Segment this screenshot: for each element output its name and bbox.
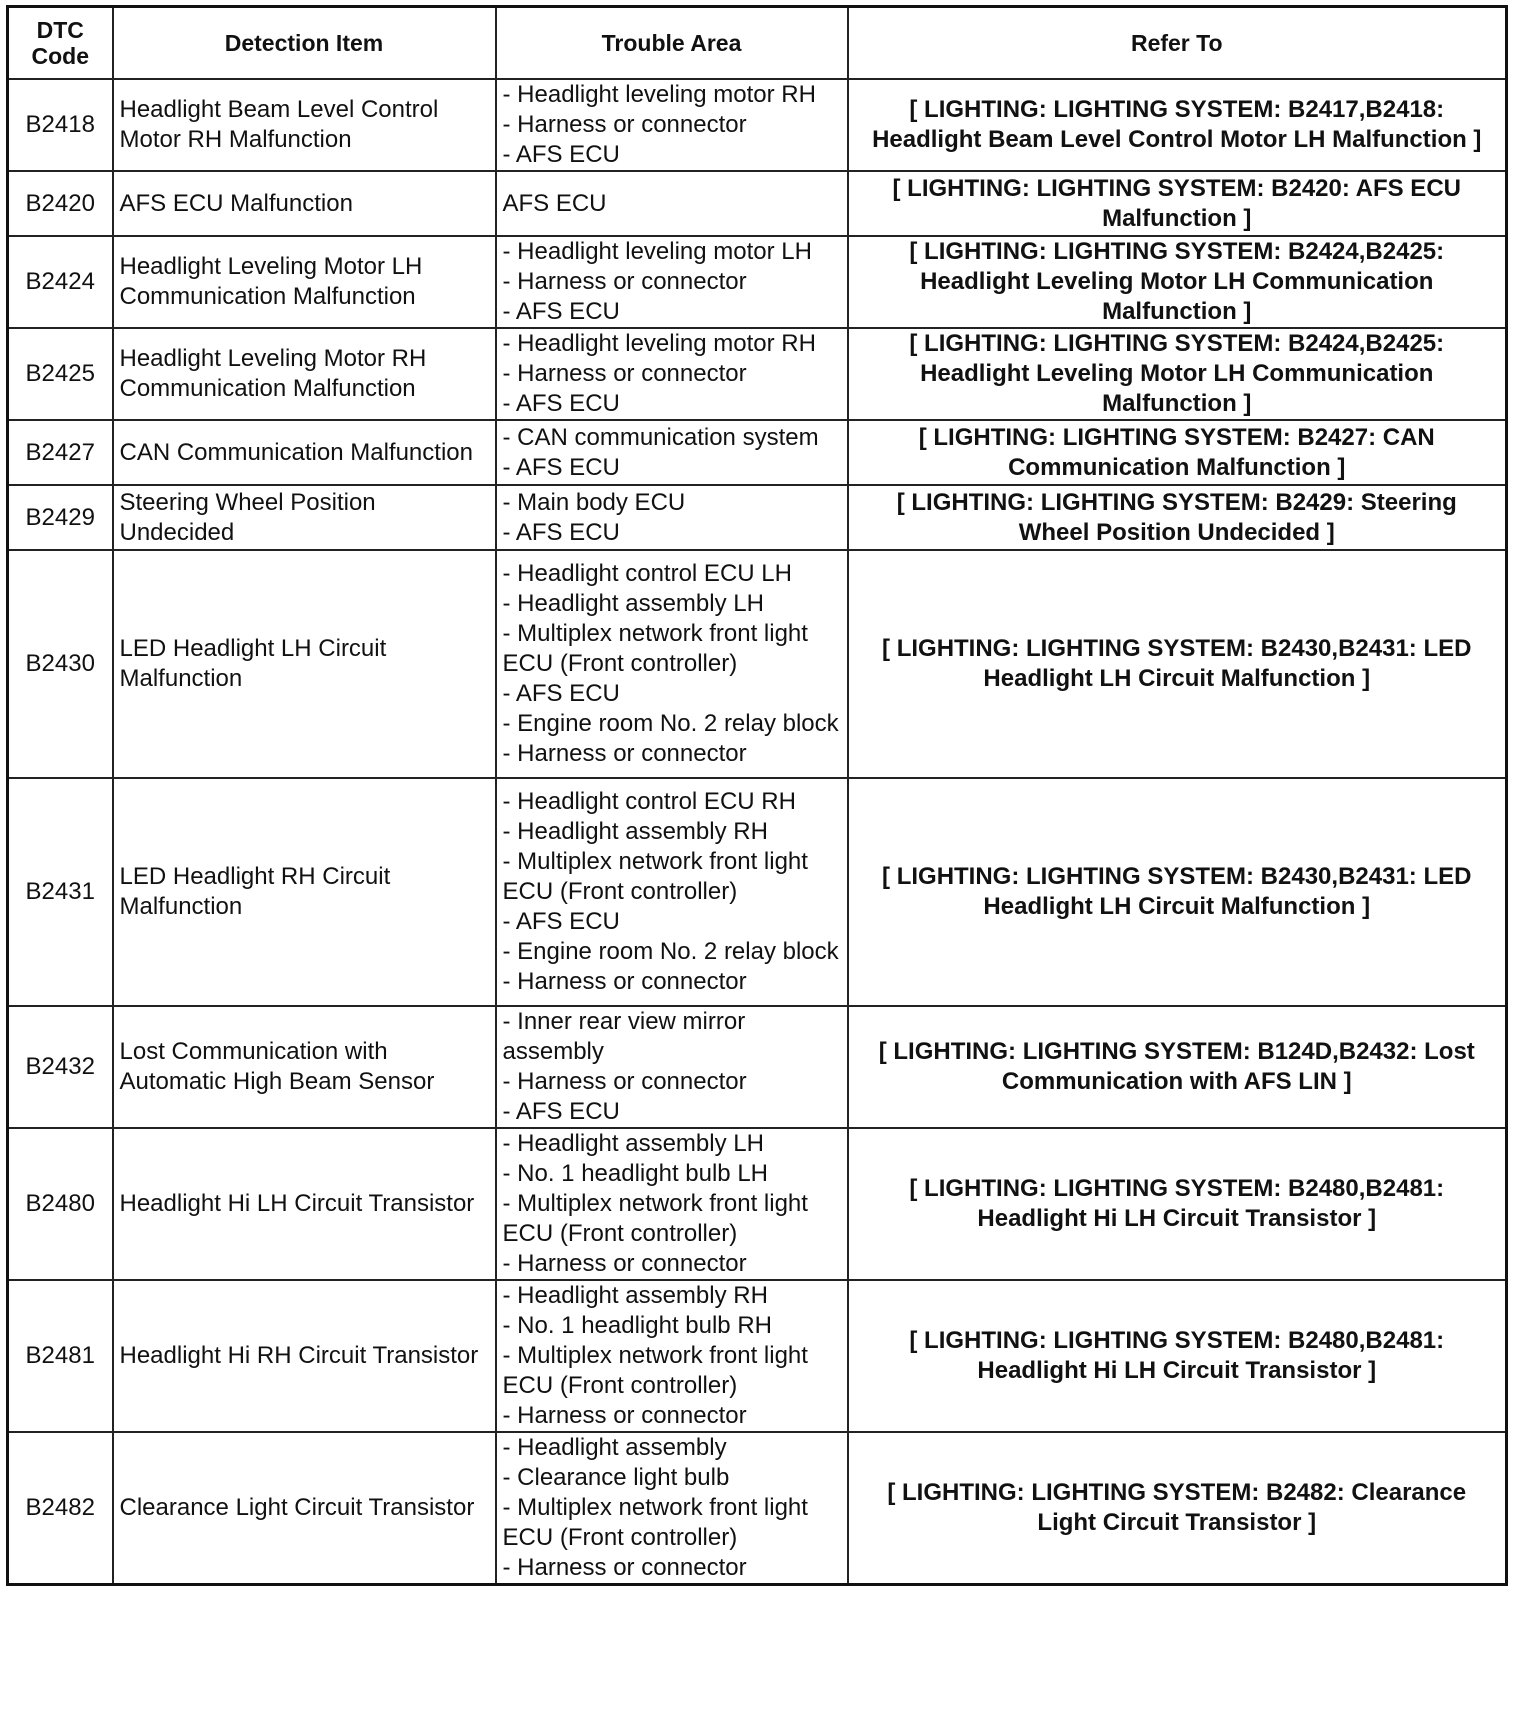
header-detection-item: Detection Item [113, 7, 496, 80]
detection-item-cell: Steering Wheel Position Undecided [113, 485, 496, 550]
table-row [8, 1280, 1507, 1432]
dtc-code-cell: B2432 [8, 1006, 113, 1128]
table-row [8, 778, 1507, 1006]
dtc-code-cell: B2429 [8, 485, 113, 550]
trouble-area-cell: - Headlight assembly LH - No. 1 headlight bulb LH - Multiplex network front light ECU (Front controller) - Harness or connector [496, 1128, 848, 1280]
detection-item-cell: AFS ECU Malfunction [113, 171, 496, 236]
detection-item-cell: Headlight Hi LH Circuit Transistor [113, 1128, 496, 1280]
table-row [8, 171, 1507, 236]
table-body [8, 79, 1507, 1585]
trouble-area-cell: AFS ECU [496, 171, 848, 236]
trouble-area-cell: - CAN communication system - AFS ECU [496, 420, 848, 485]
table-row [8, 236, 1507, 328]
header-trouble-area: Trouble Area [496, 7, 848, 80]
dtc-code-cell: B2430 [8, 550, 113, 778]
trouble-area-cell: - Headlight leveling motor RH - Harness or connector - AFS ECU [496, 328, 848, 420]
refer-to-link[interactable]: [ LIGHTING: LIGHTING SYSTEM: B2430,B2431: LED Headlight LH Circuit Malfunction ] [848, 778, 1507, 1006]
detection-item-cell: Lost Communication with Automatic High Beam Sensor [113, 1006, 496, 1128]
dtc-code-cell: B2418 [8, 79, 113, 171]
dtc-code-cell: B2425 [8, 328, 113, 420]
table-row [8, 1432, 1507, 1585]
refer-to-link[interactable]: [ LIGHTING: LIGHTING SYSTEM: B2429: Steering Wheel Position Undecided ] [848, 485, 1507, 550]
refer-to-link[interactable]: [ LIGHTING: LIGHTING SYSTEM: B2424,B2425: Headlight Leveling Motor LH Communication Malfunction ] [848, 328, 1507, 420]
dtc-code-cell: B2420 [8, 171, 113, 236]
table-row [8, 328, 1507, 420]
refer-to-link[interactable]: [ LIGHTING: LIGHTING SYSTEM: B2427: CAN Communication Malfunction ] [848, 420, 1507, 485]
dtc-code-cell: B2480 [8, 1128, 113, 1280]
refer-to-link[interactable]: [ LIGHTING: LIGHTING SYSTEM: B2420: AFS ECU Malfunction ] [848, 171, 1507, 236]
refer-to-link[interactable]: [ LIGHTING: LIGHTING SYSTEM: B2430,B2431: LED Headlight LH Circuit Malfunction ] [848, 550, 1507, 778]
trouble-area-cell: - Inner rear view mirror assembly - Harness or connector - AFS ECU [496, 1006, 848, 1128]
detection-item-cell: CAN Communication Malfunction [113, 420, 496, 485]
trouble-area-cell: - Headlight control ECU LH - Headlight assembly LH - Multiplex network front light ECU (Front controller) - AFS ECU - Engine room No. 2 relay block - Harness or connector [496, 550, 848, 778]
refer-to-link[interactable]: [ LIGHTING: LIGHTING SYSTEM: B124D,B2432: Lost Communication with AFS LIN ] [848, 1006, 1507, 1128]
dtc-code-cell: B2431 [8, 778, 113, 1006]
detection-item-cell: LED Headlight RH Circuit Malfunction [113, 778, 496, 1006]
trouble-area-cell: - Main body ECU - AFS ECU [496, 485, 848, 550]
header-dtc-code: DTC Code [8, 7, 113, 80]
table-row [8, 420, 1507, 485]
table-row [8, 485, 1507, 550]
detection-item-cell: Headlight Leveling Motor RH Communication Malfunction [113, 328, 496, 420]
refer-to-link[interactable]: [ LIGHTING: LIGHTING SYSTEM: B2424,B2425: Headlight Leveling Motor LH Communication Malfunction ] [848, 236, 1507, 328]
header-row [8, 7, 1507, 80]
table-row [8, 1006, 1507, 1128]
header-refer-to: Refer To [848, 7, 1507, 80]
dtc-code-cell: B2481 [8, 1280, 113, 1432]
table-row [8, 1128, 1507, 1280]
trouble-area-cell: - Headlight leveling motor LH - Harness or connector - AFS ECU [496, 236, 848, 328]
detection-item-cell: Headlight Beam Level Control Motor RH Malfunction [113, 79, 496, 171]
dtc-code-cell: B2424 [8, 236, 113, 328]
refer-to-link[interactable]: [ LIGHTING: LIGHTING SYSTEM: B2480,B2481: Headlight Hi LH Circuit Transistor ] [848, 1128, 1507, 1280]
detection-item-cell: Clearance Light Circuit Transistor [113, 1432, 496, 1585]
refer-to-link[interactable]: [ LIGHTING: LIGHTING SYSTEM: B2417,B2418: Headlight Beam Level Control Motor LH Malfunction ] [848, 79, 1507, 171]
trouble-area-cell: - Headlight assembly RH - No. 1 headlight bulb RH - Multiplex network front light ECU (Front controller) - Harness or connector [496, 1280, 848, 1432]
dtc-code-cell: B2427 [8, 420, 113, 485]
detection-item-cell: Headlight Leveling Motor LH Communication Malfunction [113, 236, 496, 328]
trouble-area-cell: - Headlight control ECU RH - Headlight assembly RH - Multiplex network front light ECU (Front controller) - AFS ECU - Engine room No. 2 relay block - Harness or connector [496, 778, 848, 1006]
detection-item-cell: LED Headlight LH Circuit Malfunction [113, 550, 496, 778]
refer-to-link[interactable]: [ LIGHTING: LIGHTING SYSTEM: B2480,B2481: Headlight Hi LH Circuit Transistor ] [848, 1280, 1507, 1432]
trouble-area-cell: - Headlight assembly - Clearance light bulb - Multiplex network front light ECU (Front controller) - Harness or connector [496, 1432, 848, 1585]
table-row [8, 79, 1507, 171]
dtc-table [6, 5, 1508, 1586]
trouble-area-cell: - Headlight leveling motor RH - Harness or connector - AFS ECU [496, 79, 848, 171]
dtc-code-cell: B2482 [8, 1432, 113, 1585]
table-header [8, 7, 1507, 80]
detection-item-cell: Headlight Hi RH Circuit Transistor [113, 1280, 496, 1432]
table-row [8, 550, 1507, 778]
refer-to-link[interactable]: [ LIGHTING: LIGHTING SYSTEM: B2482: Clearance Light Circuit Transistor ] [848, 1432, 1507, 1585]
